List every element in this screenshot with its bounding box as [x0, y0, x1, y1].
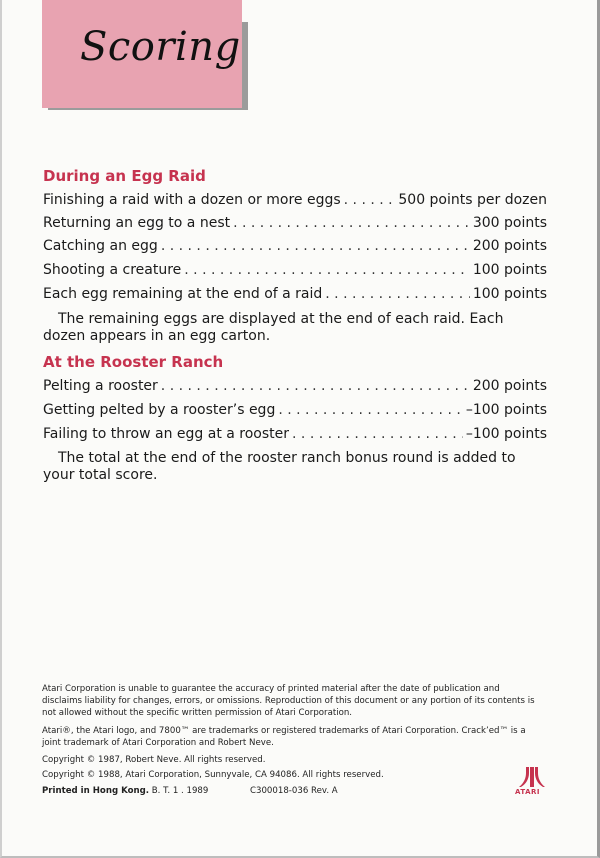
dot-leader — [161, 238, 470, 254]
page-title: Scoring — [80, 24, 241, 70]
egg-raid-note: The remaining eggs are displayed at the end of each raid. Each dozen appears in an egg carton. — [43, 311, 504, 344]
score-label: Each egg remaining at the end of a raid — [43, 286, 323, 302]
score-row — [43, 215, 547, 235]
dot-leader — [325, 286, 470, 302]
dot-leader — [278, 402, 462, 418]
score-value: 100 points — [472, 262, 547, 278]
dot-leader — [184, 262, 470, 278]
score-label: Failing to throw an egg at a rooster — [43, 426, 290, 442]
atari-logo-text: ATARI — [515, 788, 541, 796]
score-label: Pelting a rooster — [43, 378, 158, 394]
disclaimer-text: Atari Corporation is unable to guarantee the accuracy of printed material after the date of publication and disclaims liability for changes, errors, or omissions. Reproduction of this document or any portion of its contents is not allowed without the specific written permission of Atari Corporation. — [42, 684, 535, 718]
score-row — [43, 402, 547, 422]
rooster-ranch-note: The total at the end of the rooster ranch bonus round is added to your total score. — [43, 450, 516, 483]
dot-leader — [344, 192, 396, 208]
score-label: Shooting a creature — [43, 262, 182, 278]
score-label: Getting pelted by a rooster’s egg — [43, 402, 276, 418]
score-row — [43, 238, 547, 258]
score-row — [43, 192, 547, 212]
score-value: –100 points — [465, 402, 547, 418]
printed-label: Printed in Hong Kong. — [42, 786, 150, 796]
part-number: C300018-036 Rev. A — [250, 786, 338, 796]
score-value: 500 points per dozen — [398, 192, 547, 208]
score-row — [43, 426, 547, 446]
score-value: 300 points — [472, 215, 547, 231]
score-value: 200 points — [472, 378, 547, 394]
score-row — [43, 262, 547, 282]
score-value: 100 points — [472, 286, 547, 302]
dot-leader — [292, 426, 463, 442]
section-heading-rooster-ranch: At the Rooster Ranch — [43, 353, 224, 371]
score-value: 200 points — [472, 238, 547, 254]
section-heading-egg-raid: During an Egg Raid — [43, 167, 206, 185]
score-row — [43, 286, 547, 306]
score-value: –100 points — [465, 426, 547, 442]
score-label: Catching an egg — [43, 238, 158, 254]
dot-leader — [161, 378, 470, 394]
copyright-atari: Copyright © 1988, Atari Corporation, Sunnyvale, CA 94086. All rights reserved. — [42, 770, 384, 780]
trademark-text: Atari®, the Atari logo, and 7800™ are trademarks or registered trademarks of Atari Corporation. Crack’ed™ is a joint trademark of Atari Corporation and Robert Neve. — [42, 726, 526, 748]
score-label: Finishing a raid with a dozen or more eggs — [43, 192, 341, 208]
printed-in-line — [42, 786, 208, 796]
copyright-neve: Copyright © 1987, Robert Neve. All rights reserved. — [42, 755, 266, 765]
score-label: Returning an egg to a nest — [43, 215, 231, 231]
printed-code: B. T. 1 . 1989 — [151, 786, 209, 796]
score-row — [43, 378, 547, 398]
dot-leader — [233, 215, 470, 231]
